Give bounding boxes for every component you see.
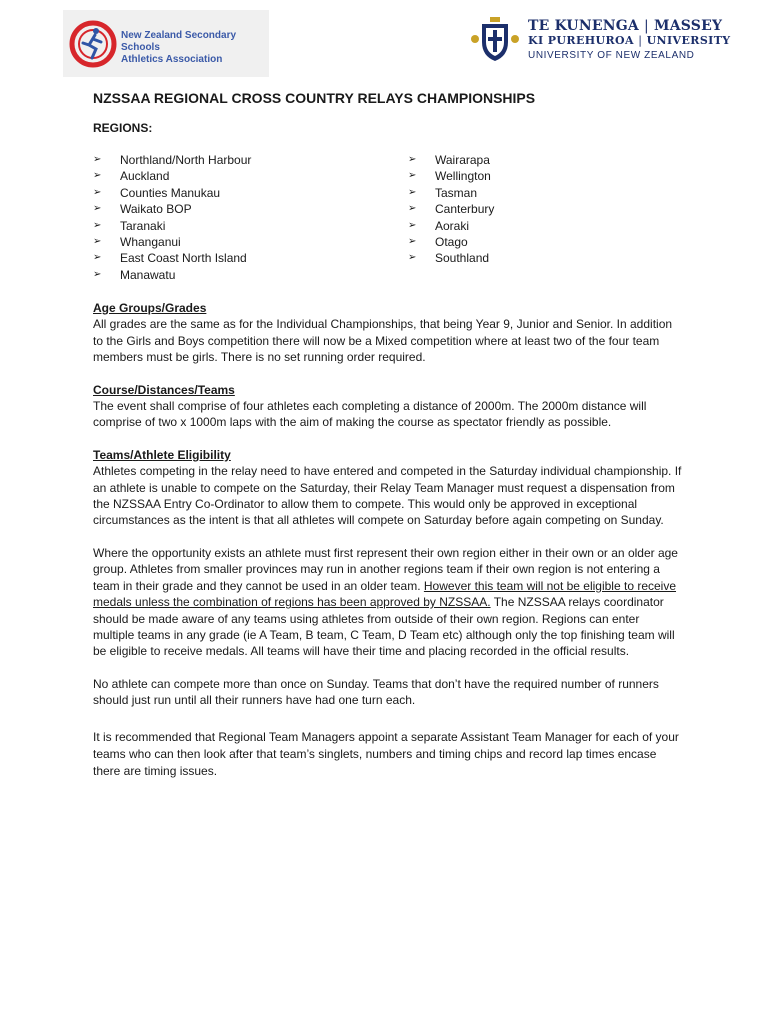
regions-label: REGIONS: bbox=[93, 121, 153, 135]
arrow-bullet-icon: ➢ bbox=[93, 268, 102, 280]
course-text: The event shall comprise of four athletes each completing a distance of 2000m. The 2000m distance will comprise of two x 1000m laps with the aim of making the course as spectator friendly as possible. bbox=[93, 399, 647, 430]
arrow-bullet-icon: ➢ bbox=[408, 154, 417, 165]
page-title: NZSSAA REGIONAL CROSS COUNTRY RELAYS CHAMPIONSHIPS bbox=[93, 90, 536, 106]
region-item bbox=[93, 234, 251, 250]
region-item bbox=[93, 250, 251, 266]
arrow-bullet-icon: ➢ bbox=[408, 203, 417, 215]
region-item bbox=[93, 152, 251, 168]
eligibility-paragraph-2: Where the opportunity exists an athlete must first represent their own region either in their own or an older age group. Athletes from smaller provinces may run in another regions team if their own region is not entering a team in their grade and they cannot be used in an older team. However this team will not be eligible to receive medals unless the combination of regions has been approved by NZSSAA. The NZSSAA relays coordinator should be made aware of any teams using athletes from outside of their own region. Regions can enter multiple teams in any grade (ie A Team, B team, C Team, D Team etc) although only the top finishing team will be eligible to receive medals. All teams will have their time and placing recorded in the official results. bbox=[93, 545, 678, 659]
nzsssaa-name-line2: Athletics Association bbox=[121, 54, 223, 65]
region-name: Waikato BOP bbox=[120, 202, 192, 217]
region-name: Northland/North Harbour bbox=[120, 153, 252, 167]
region-name: Counties Manukau bbox=[120, 185, 221, 200]
massey-line2: KI PUREHUROA | UNIVERSITY bbox=[528, 34, 731, 47]
region-item bbox=[93, 168, 251, 184]
arrow-bullet-icon: ➢ bbox=[93, 170, 102, 182]
massey-line3: UNIVERSITY OF NEW ZEALAND bbox=[528, 50, 695, 61]
nzsssaa-name-line1: New Zealand Secondary Schools bbox=[121, 30, 237, 53]
region-item bbox=[408, 168, 494, 184]
region-name: Auckland bbox=[120, 169, 170, 184]
region-name: East Coast North Island bbox=[120, 251, 247, 266]
nzsssaa-logo bbox=[63, 10, 269, 77]
arrow-bullet-icon: ➢ bbox=[93, 236, 102, 248]
region-item bbox=[93, 267, 251, 283]
region-name: Wairarapa bbox=[435, 153, 490, 167]
arrow-bullet-icon: ➢ bbox=[93, 203, 102, 215]
eligibility-paragraph-4: It is recommended that Regional Team Managers appoint a separate Assistant Team Manager for each of your teams who can then look after that team’s singlets, numbers and timing chips and record lap times encase there are timing issues. bbox=[93, 729, 679, 779]
arrow-bullet-icon: ➢ bbox=[408, 236, 417, 248]
arrow-bullet-icon: ➢ bbox=[93, 154, 102, 165]
massey-crest-icon bbox=[470, 14, 520, 64]
eligibility-heading: Teams/Athlete Eligibility bbox=[93, 447, 231, 462]
region-name: Aoraki bbox=[435, 218, 470, 233]
document-body bbox=[93, 300, 683, 781]
arrow-bullet-icon: ➢ bbox=[408, 219, 417, 231]
arrow-bullet-icon: ➢ bbox=[93, 186, 102, 198]
region-item bbox=[408, 250, 494, 266]
region-item bbox=[93, 185, 251, 201]
arrow-bullet-icon: ➢ bbox=[93, 252, 102, 264]
region-item bbox=[408, 234, 494, 250]
region-name: Taranaki bbox=[120, 218, 166, 233]
region-name: Tasman bbox=[435, 185, 478, 200]
arrow-bullet-icon: ➢ bbox=[93, 219, 102, 231]
region-item bbox=[93, 201, 251, 217]
region-item bbox=[408, 152, 494, 168]
region-name: Manawatu bbox=[120, 267, 176, 282]
eligibility-paragraph-3: No athlete can compete more than once on Sunday. Teams that don’t have the required number of runners should just run until all their runners have had one turn each. bbox=[93, 676, 659, 708]
region-name: Wellington bbox=[435, 169, 491, 184]
region-name: Canterbury bbox=[435, 202, 495, 217]
region-item bbox=[408, 201, 494, 217]
region-name: Southland bbox=[435, 251, 490, 266]
age-groups-heading: Age Groups/Grades bbox=[93, 301, 207, 315]
arrow-bullet-icon: ➢ bbox=[408, 252, 417, 264]
runner-emblem-icon bbox=[69, 16, 117, 72]
region-item bbox=[408, 218, 494, 234]
regions-list-left bbox=[93, 152, 251, 283]
arrow-bullet-icon: ➢ bbox=[408, 170, 417, 182]
regions-list-right bbox=[408, 152, 494, 267]
region-name: Whanganui bbox=[120, 235, 181, 250]
age-groups-text: All grades are the same as for the Individual Championships, that being Year 9, Junior and Senior. In addition to the Girls and Boys competition there will now be a Mixed competition where at least two of the four team members must be girls. There is no set running order required. bbox=[93, 317, 673, 365]
massey-line1: TE KUNENGA | MASSEY bbox=[528, 18, 723, 34]
region-name: Otago bbox=[435, 235, 468, 250]
nzsssaa-name bbox=[121, 30, 269, 66]
massey-logo bbox=[470, 14, 731, 64]
region-item bbox=[93, 218, 251, 234]
eligibility-paragraph-1: Athletes competing in the relay need to have entered and competed in the Saturday individual championship. If an athlete is unable to compete on the Saturday, their Relay Team Manager must request a dispensation from the NZSSAA Entry Co-Ordinator to allow them to compete. This would only be approved in exceptional circumstances as the intent is that all athletes will compete on Saturday before again competing on Sunday. bbox=[93, 464, 682, 528]
course-heading: Course/Distances/Teams bbox=[93, 382, 235, 397]
medals-approval-note: However this team will not be eligible to receive medals unless the combination of regions has been approved by NZSSAA. bbox=[93, 578, 677, 610]
region-item bbox=[408, 185, 494, 201]
arrow-bullet-icon: ➢ bbox=[408, 186, 417, 198]
